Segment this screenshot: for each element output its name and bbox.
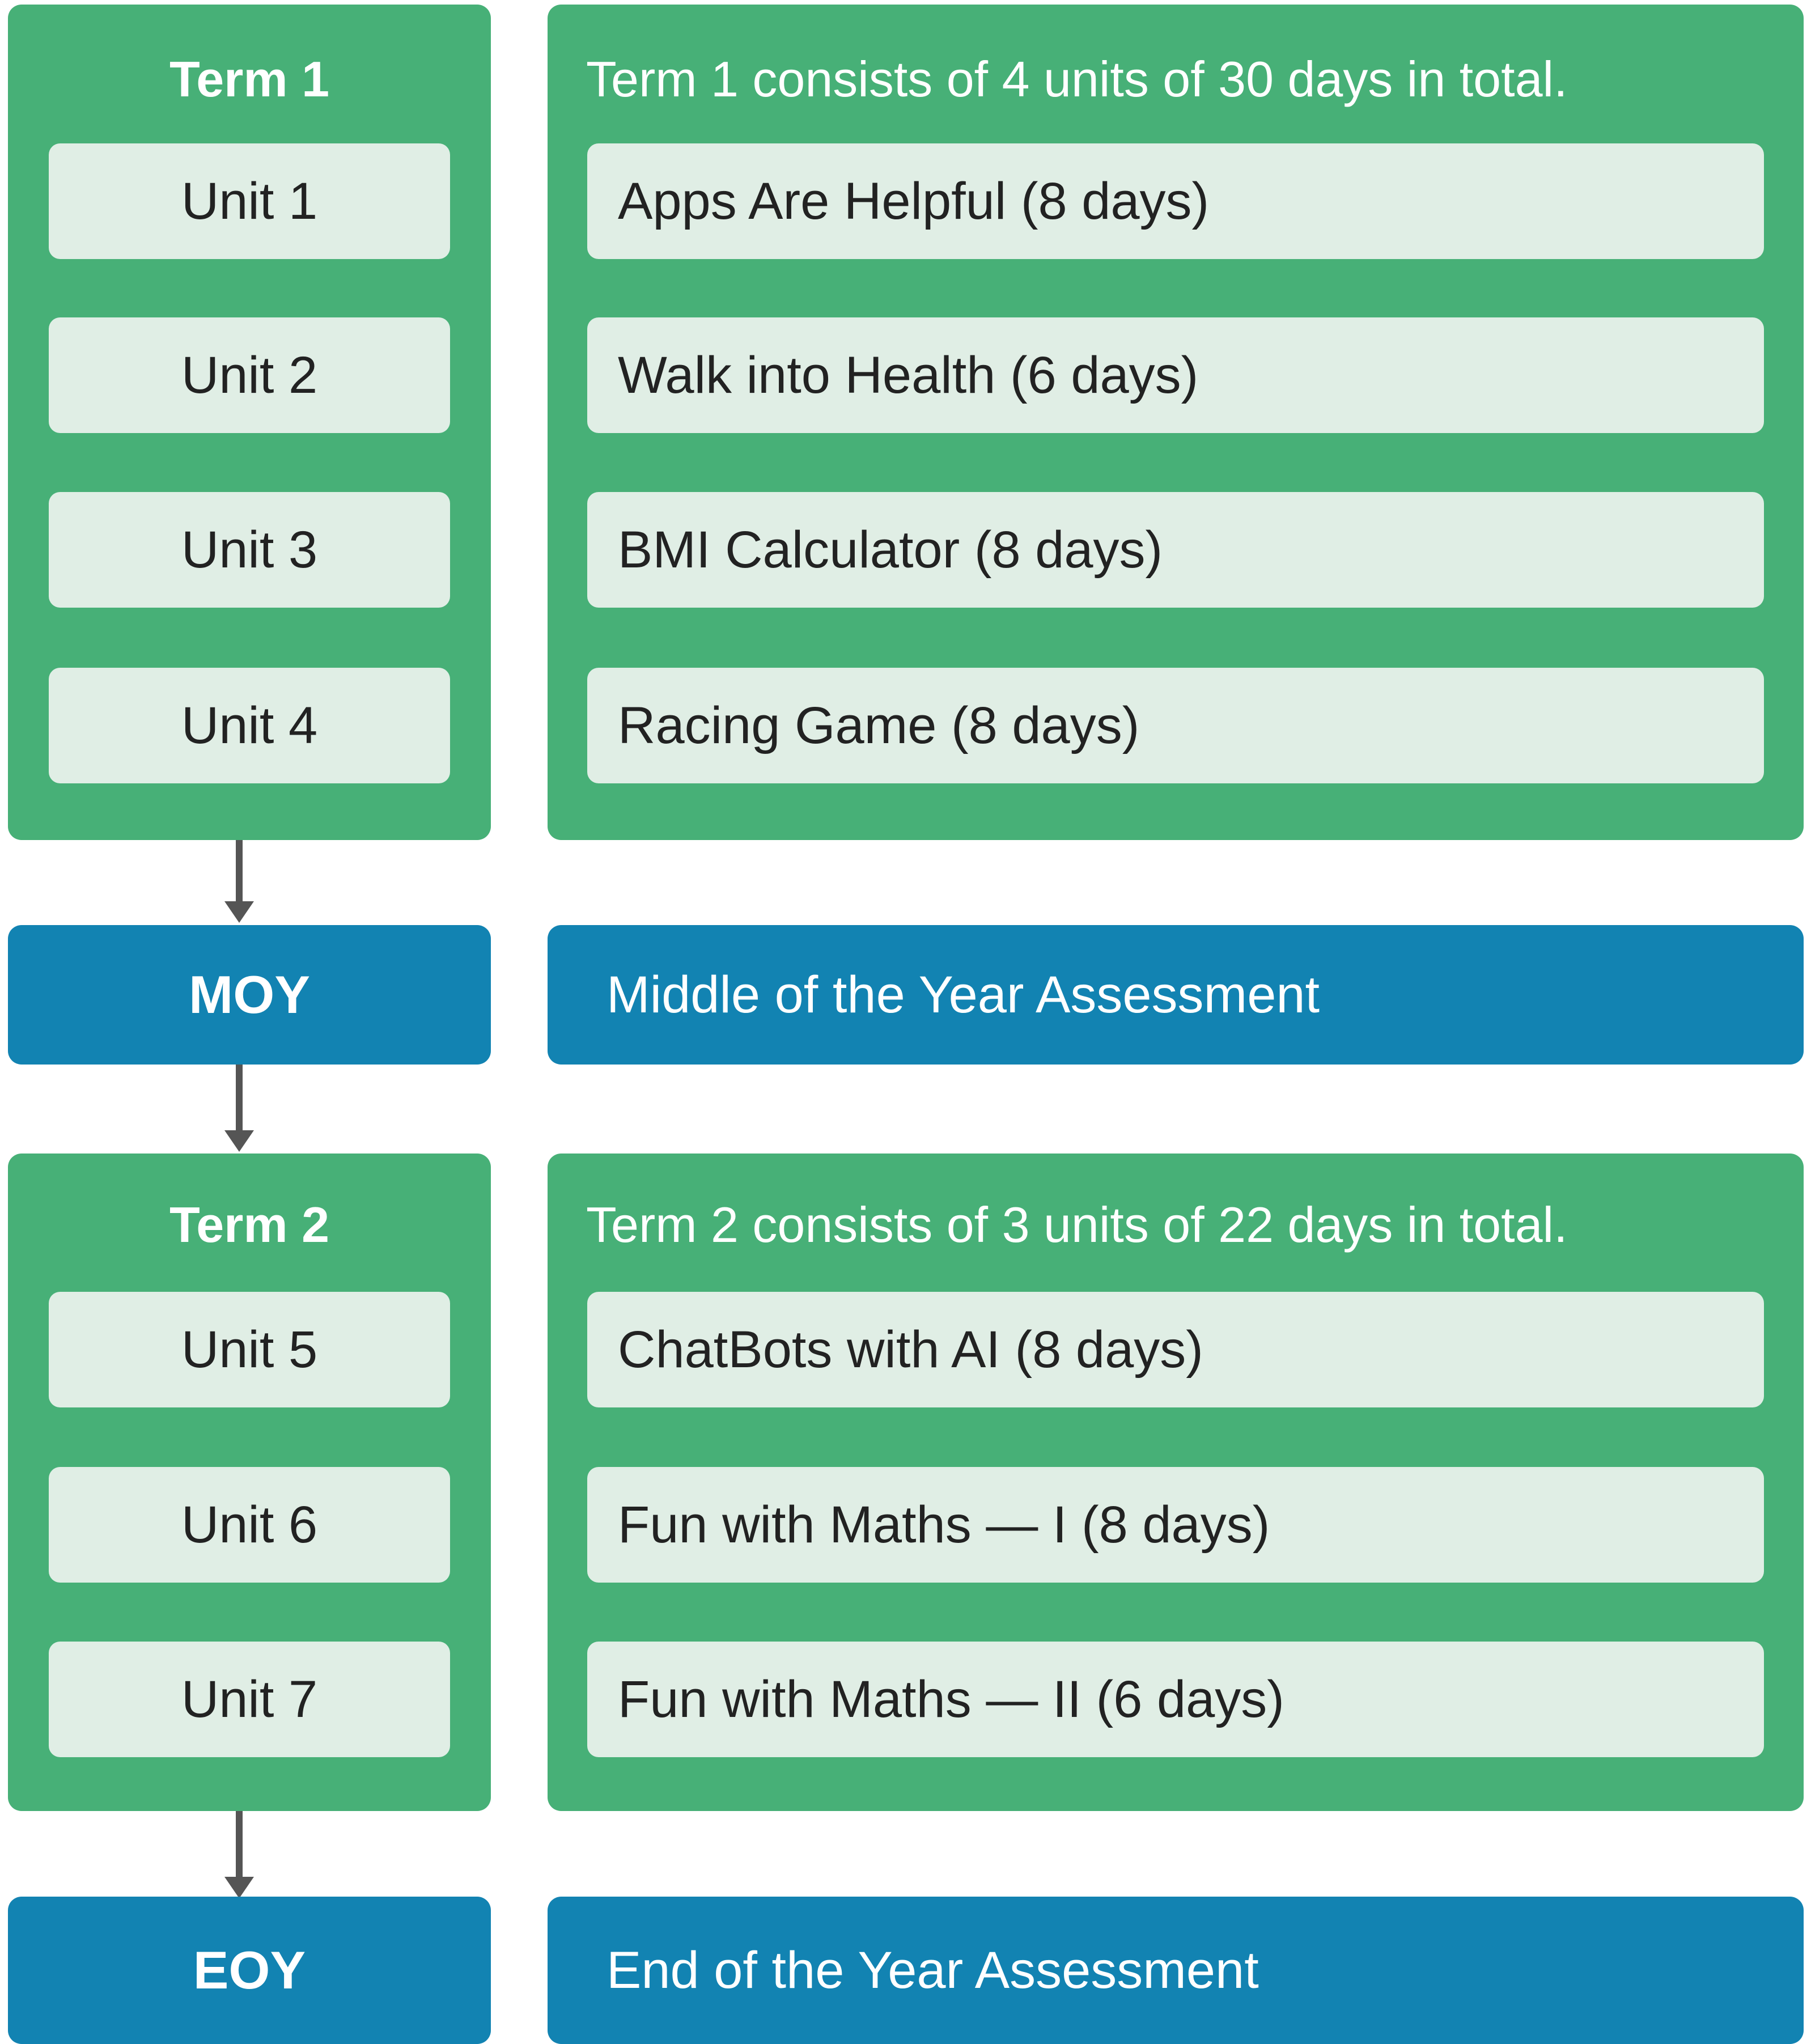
term2-panel (8, 1154, 491, 1811)
eoy-panel (8, 1897, 491, 2044)
eoy-description-panel (548, 1897, 1804, 2044)
unit-6-title: Fun with Maths — I (8 days) (587, 1467, 1764, 1583)
term1-details-panel (548, 5, 1804, 840)
term1-panel (8, 5, 491, 840)
term2-details-panel (548, 1154, 1804, 1811)
unit-4-box: Unit 4 (49, 668, 450, 783)
moy-description: Middle of the Year Assessment (607, 965, 1320, 1024)
eoy-description: End of the Year Assessment (607, 1941, 1259, 1999)
eoy-label: EOY (193, 1940, 306, 2000)
term1-title: Term 1 (169, 51, 330, 107)
unit-1-box: Unit 1 (49, 143, 450, 259)
unit-3-box: Unit 3 (49, 492, 450, 608)
unit-7-title: Fun with Maths — II (6 days) (587, 1642, 1764, 1757)
moy-description-panel (548, 925, 1804, 1065)
term1-summary: Term 1 consists of 4 units of 30 days in total. (586, 51, 1568, 107)
unit-5-box: Unit 5 (49, 1292, 450, 1407)
unit-1-title: Apps Are Helpful (8 days) (587, 143, 1764, 259)
unit-4-title: Racing Game (8 days) (587, 668, 1764, 783)
unit-3-title: BMI Calculator (8 days) (587, 492, 1764, 608)
unit-2-title: Walk into Health (6 days) (587, 317, 1764, 433)
unit-2-box: Unit 2 (49, 317, 450, 433)
term2-title: Term 2 (169, 1197, 330, 1253)
term2-summary: Term 2 consists of 3 units of 22 days in total. (586, 1197, 1568, 1253)
unit-5-title: ChatBots with AI (8 days) (587, 1292, 1764, 1407)
unit-7-box: Unit 7 (49, 1642, 450, 1757)
moy-panel (8, 925, 491, 1065)
moy-label: MOY (188, 965, 311, 1024)
unit-6-box: Unit 6 (49, 1467, 450, 1583)
